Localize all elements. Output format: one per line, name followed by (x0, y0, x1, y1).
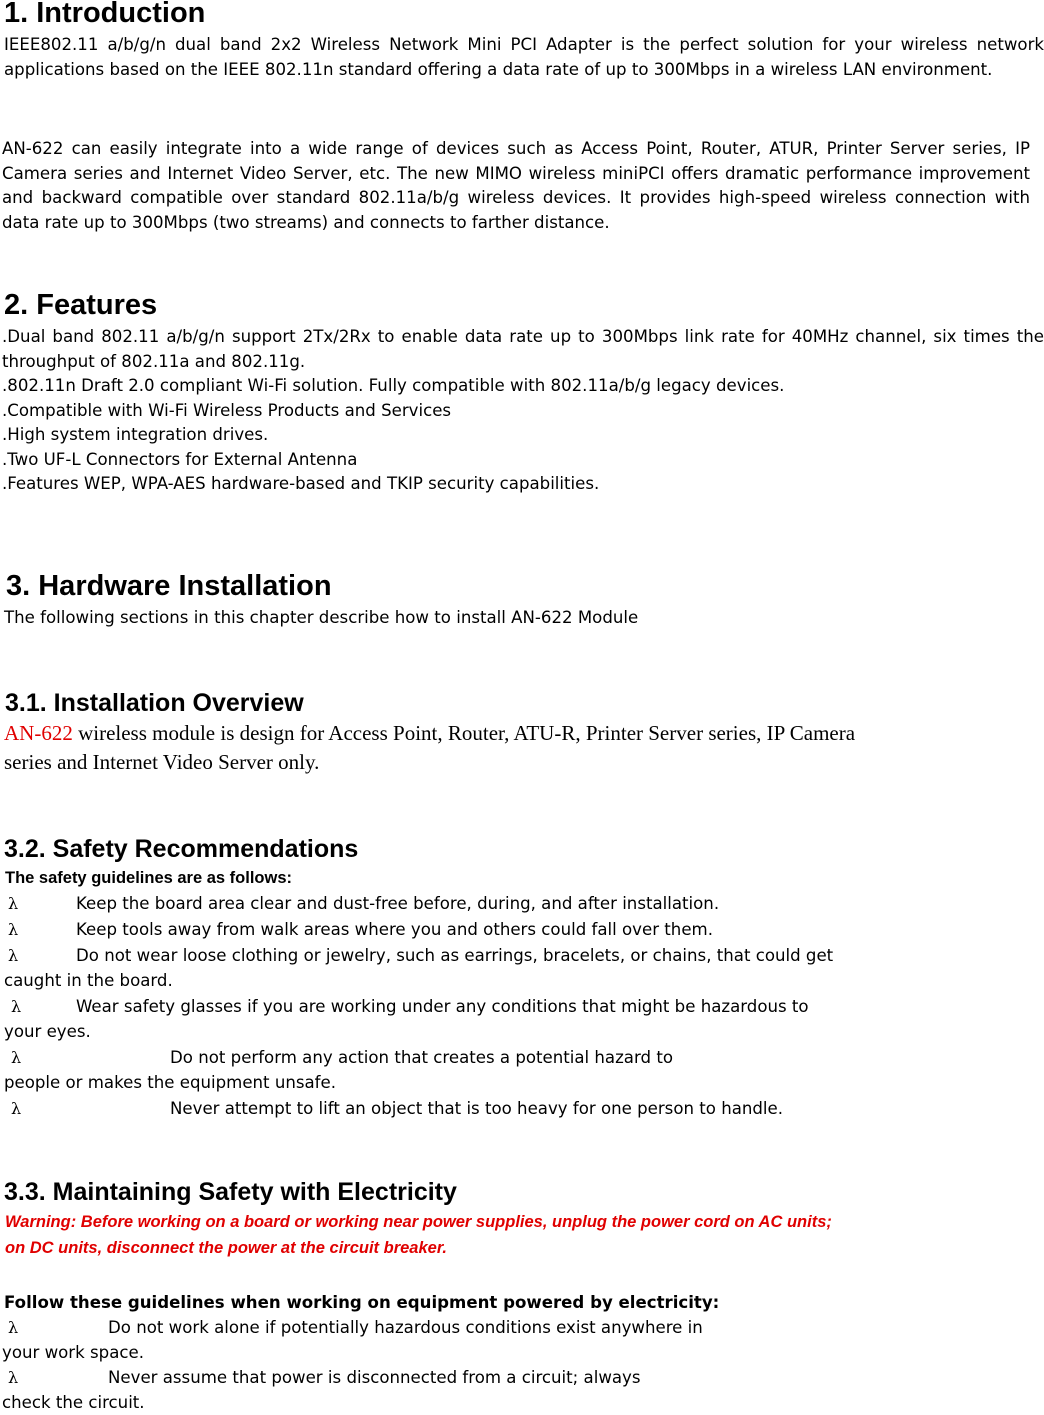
warning-line1: Warning: Before working on a board or working near power supplies, unplug the power cord on AC units; (5, 1213, 832, 1231)
safety-item: Keep the board area clear and dust-free before, during, and after installation. (76, 894, 720, 913)
safety-subheading: The safety guidelines are as follows: (5, 869, 293, 887)
safety-item-continuation: people or makes the equipment unsafe. (4, 1073, 337, 1092)
electricity-item-continuation: your work space. (2, 1343, 144, 1362)
feature-item: .Features WEP, WPA-AES hardware-based and TKIP security capabilities. (2, 474, 600, 493)
overview-text-line2: series and Internet Video Server only. (4, 750, 320, 774)
lambda-bullet-icon: λ (8, 920, 19, 939)
intro-paragraph-1: IEEE802.11 a/b/g/n dual band 2x2 Wireless Network Mini PCI Adapter is the perfect solution for your wireless network applications based on the IEEE 802.11n standard offering a data rate of up to 300Mbps in a wireless LAN environment. (4, 35, 1044, 79)
electricity-item-continuation: check the circuit. (2, 1393, 145, 1412)
lambda-bullet-icon: λ (8, 946, 19, 965)
follow-guidelines-label: Follow these guidelines when working on equipment powered by electricity: (4, 1293, 720, 1312)
lambda-bullet-icon: λ (11, 1099, 22, 1118)
intro-paragraph-2: AN-622 can easily integrate into a wide range of devices such as Access Point, Router, ATUR, Printer Server series, IP Camera series and Internet Video Server, etc. The new MIMO wireless miniPCI offers dramatic performance improvement and backward compatible over standard 802.11a/b/g wireless devices. It provides high-speed wireless connection with data rate up to 300Mbps (two streams) and connects to farther distance. (2, 139, 1030, 232)
model-name: AN-622 (4, 721, 73, 745)
electricity-item: Never assume that power is disconnected from a circuit; always (108, 1368, 641, 1387)
feature-item: .Compatible with Wi-Fi Wireless Products and Services (2, 400, 452, 420)
intro-heading: 1. Introduction (4, 0, 206, 29)
safety-item: Wear safety glasses if you are working under any conditions that might be hazardous to (76, 997, 809, 1016)
overview-heading: 3.1. Installation Overview (5, 689, 304, 717)
safety-item: Do not wear loose clothing or jewelry, such as earrings, bracelets, or chains, that could get (76, 946, 834, 965)
features-list (2, 325, 1044, 497)
safety-item-continuation: your eyes. (4, 1022, 91, 1041)
warning-line2: on DC units, disconnect the power at the circuit breaker. (5, 1239, 447, 1257)
lambda-bullet-icon: λ (11, 1048, 22, 1067)
lambda-bullet-icon: λ (11, 997, 22, 1016)
lambda-bullet-icon: λ (8, 894, 19, 913)
safety-item: Never attempt to lift an object that is too heavy for one person to handle. (170, 1099, 784, 1118)
safety-item: Do not perform any action that creates a potential hazard to (170, 1048, 673, 1067)
lambda-bullet-icon: λ (8, 1368, 19, 1387)
electricity-heading: 3.3. Maintaining Safety with Electricity (4, 1178, 457, 1206)
electricity-item: Do not work alone if potentially hazardous conditions exist anywhere in (108, 1318, 703, 1337)
hardware-heading: 3. Hardware Installation (6, 570, 332, 602)
features-heading: 2. Features (4, 289, 158, 321)
feature-item: .High system integration drives. (2, 425, 269, 444)
safety-item-continuation: caught in the board. (4, 971, 173, 990)
feature-item: .Dual band 802.11 a/b/g/n support 2Tx/2Rx to enable data rate up to 300Mbps link rate for 40MHz channel, six times the throughput of 802.11a and 802.11g. (2, 327, 1044, 371)
safety-item: Keep tools away from walk areas where you and others could fall over them. (76, 920, 713, 939)
overview-text-line1 (4, 719, 855, 748)
lambda-bullet-icon: λ (8, 1318, 19, 1337)
feature-item: .Two UF-L Connectors for External Antenna (2, 449, 358, 469)
overview-text: wireless module is design for Access Point, Router, ATU-R, Printer Server series, IP Camera (72, 721, 856, 745)
feature-item: .802.11n Draft 2.0 compliant Wi-Fi solution. Fully compatible with 802.11a/b/g legacy devices. (2, 376, 785, 395)
hardware-intro: The following sections in this chapter describe how to install AN-622 Module (4, 608, 639, 627)
safety-heading: 3.2. Safety Recommendations (4, 835, 359, 863)
